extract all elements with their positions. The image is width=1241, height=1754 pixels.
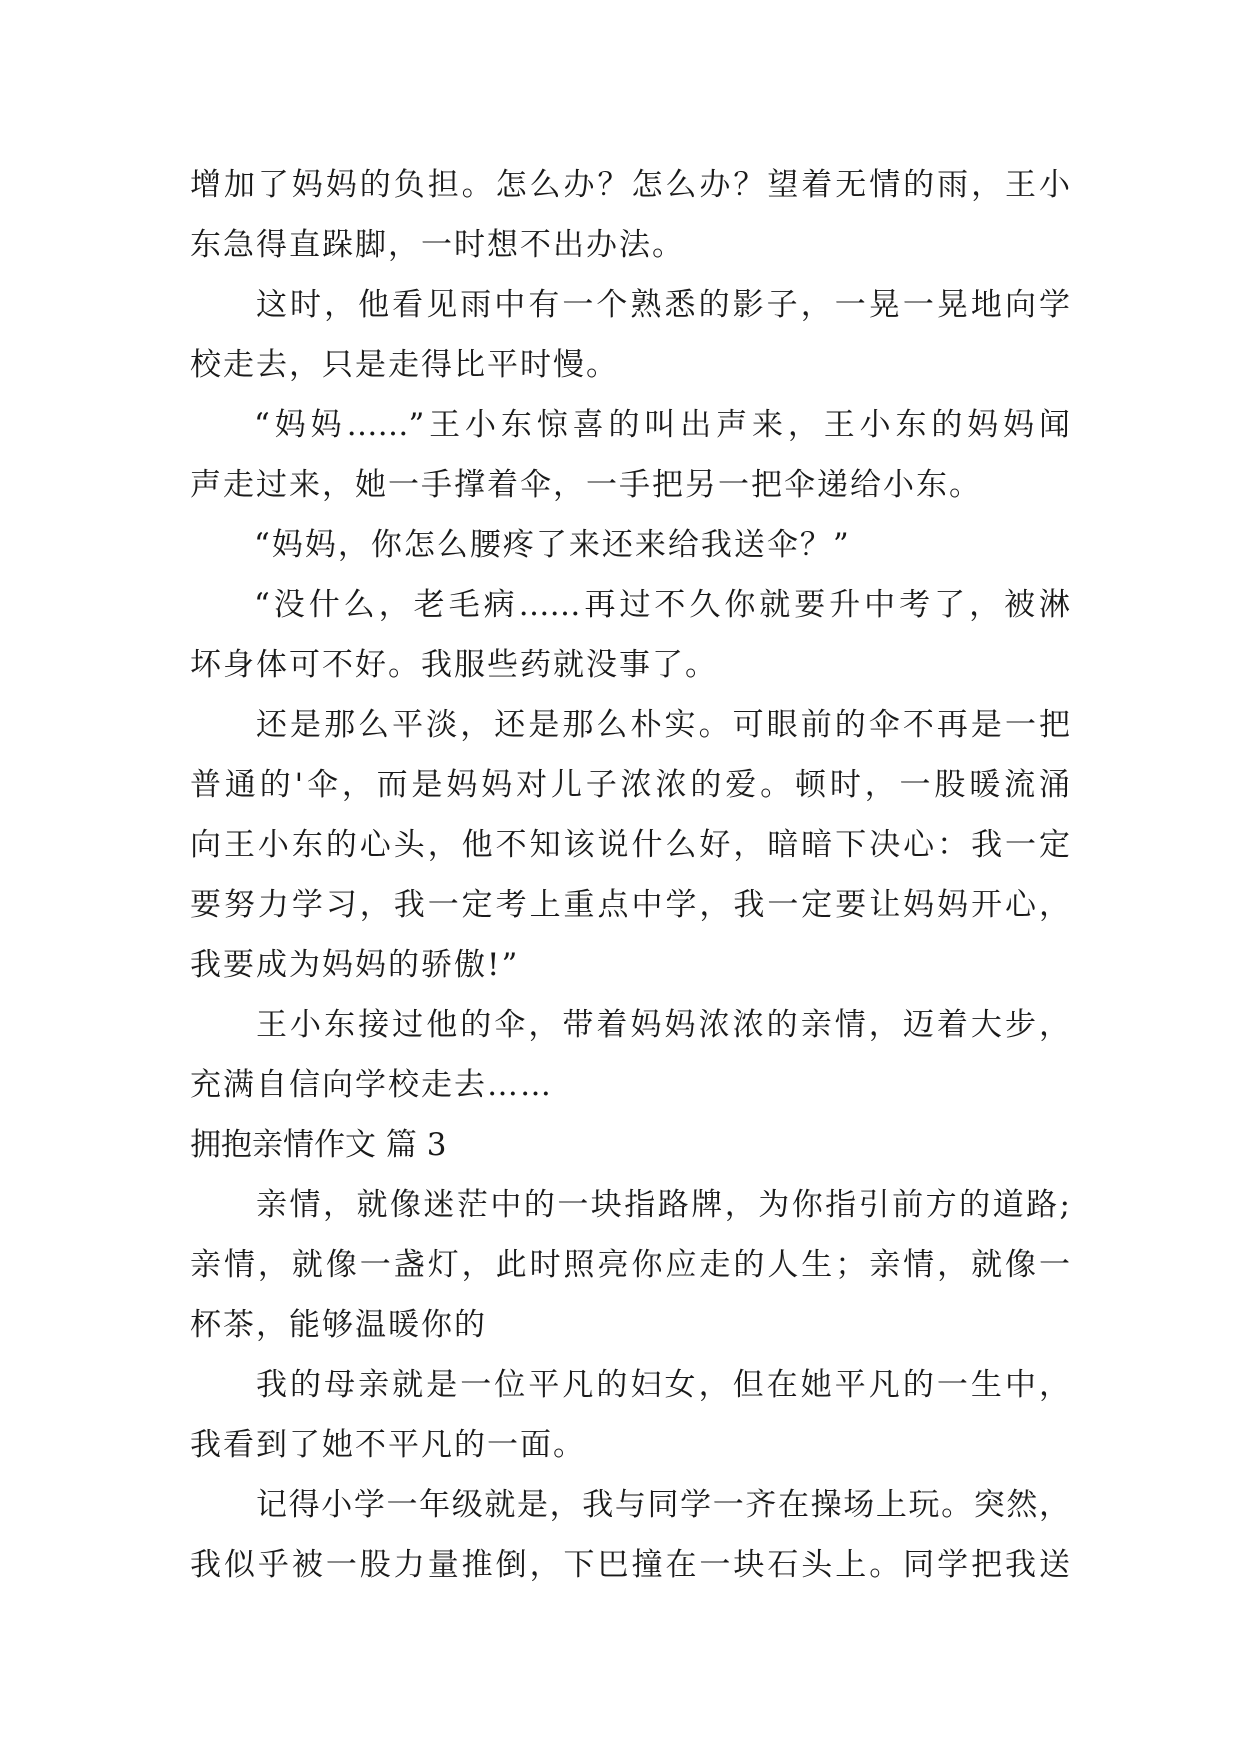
text-line: 要努力学习，我一定考上重点中学，我一定要让妈妈开心， <box>190 887 1070 923</box>
text-line: 我要成为妈妈的骄傲!” <box>190 947 520 983</box>
article-body <box>190 155 1070 1595</box>
text-line: 我似乎被一股力量推倒，下巴撞在一块石头上。同学把我送 <box>190 1547 1070 1583</box>
text-line: 东急得直跺脚，一时想不出办法。 <box>190 227 685 263</box>
text-line: 王小东接过他的伞，带着妈妈浓浓的亲情，迈着大步， <box>256 1007 1070 1043</box>
text-line: “没什么，老毛病……再过不久你就要升中考了，被淋 <box>254 587 1070 623</box>
section-heading: 拥抱亲情作文 篇 3 <box>190 1127 447 1163</box>
text-line: 我的母亲就是一位平凡的妇女，但在她平凡的一生中， <box>256 1367 1070 1403</box>
text-line: 还是那么平淡，还是那么朴实。可眼前的伞不再是一把 <box>256 707 1070 743</box>
text-line: 向王小东的心头，他不知该说什么好，暗暗下决心：我一定 <box>190 827 1070 863</box>
text-line: 充满自信向学校走去…… <box>190 1067 553 1103</box>
text-line: 声走过来，她一手撑着伞，一手把另一把伞递给小东。 <box>190 467 982 503</box>
text-line: 亲情，就像一盏灯，此时照亮你应走的人生；亲情，就像一 <box>190 1247 1070 1283</box>
text-line: 杯茶，能够温暖你的 <box>190 1307 487 1343</box>
text-line: 这时，他看见雨中有一个熟悉的影子，一晃一晃地向学 <box>256 287 1070 323</box>
text-line: 记得小学一年级就是，我与同学一齐在操场上玩。突然， <box>256 1487 1070 1523</box>
text-line: 坏身体可不好。我服些药就没事了。 <box>190 647 718 683</box>
text-line: “妈妈……”王小东惊喜的叫出声来，王小东的妈妈闻 <box>254 407 1070 443</box>
text-line: 我看到了她不平凡的一面。 <box>190 1427 586 1463</box>
text-line: “妈妈，你怎么腰疼了来还来给我送伞？” <box>254 527 851 563</box>
text-line: 亲情，就像迷茫中的一块指路牌，为你指引前方的道路; <box>256 1187 1070 1223</box>
text-line: 增加了妈妈的负担。怎么办？怎么办？望着无情的雨，王小 <box>190 167 1070 203</box>
text-line: 校走去，只是走得比平时慢。 <box>190 347 619 383</box>
text-line: 普通的'伞，而是妈妈对儿子浓浓的爱。顿时，一股暖流涌 <box>190 767 1070 803</box>
